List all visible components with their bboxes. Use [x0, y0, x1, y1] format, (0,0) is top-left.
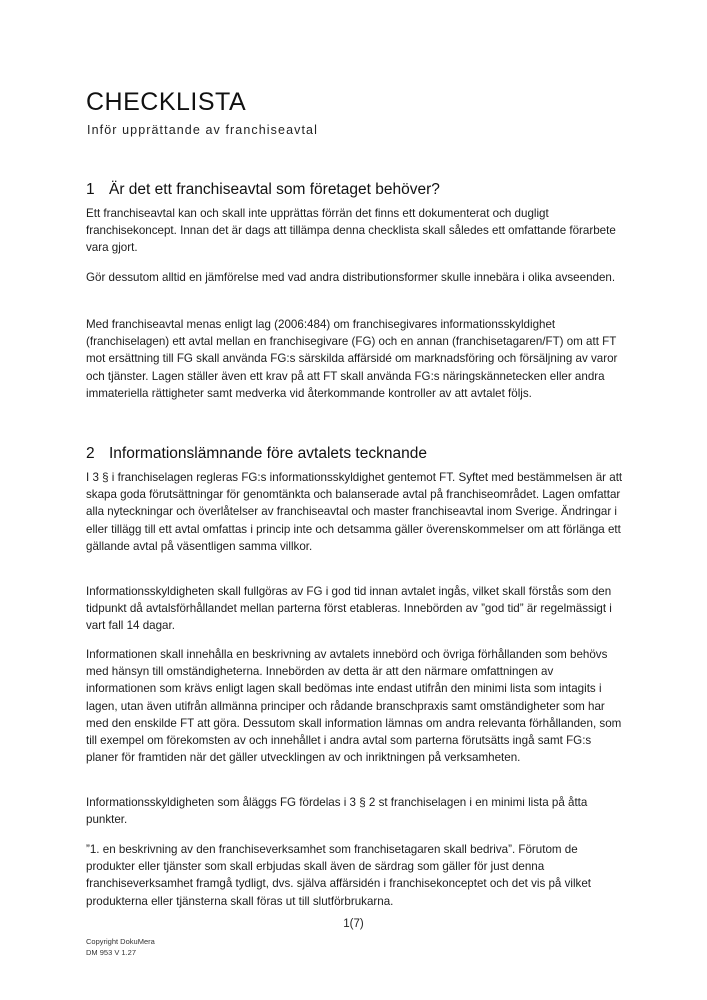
section-1-number: 1 [86, 181, 95, 198]
footer-copyright: Copyright DokuMera [86, 937, 155, 946]
section-1-title: Är det ett franchiseavtal som företaget behöver? [109, 181, 440, 198]
page-number: 1(7) [343, 918, 364, 930]
section-2-paragraph-4: Informationsskyldigheten som åläggs FG fördelas i 3 § 2 st franchiselagen i en minimi lista på åtta punkter. [86, 796, 588, 827]
section-2-paragraph-5: ”1. en beskrivning av den franchiseverksamhet som franchisetagaren skall bedriva”. Förutom de produkter eller tjänster som skall erbjudas skall även de särdrag som gäller för just denna franchiseverksamhet framgå tydligt, dvs. själva affärsidén i franchisekonceptet och det vis på vilket produkterna eller tjänsterna skall föras ut till slutförbrukarna. [86, 843, 592, 908]
section-2-title: Informationslämnande före avtalets tecknande [109, 445, 427, 462]
section-1-paragraph-2: Gör dessutom alltid en jämförelse med vad andra distributionsformer skulle innebära i olika avseenden. [86, 271, 616, 284]
section-2-paragraph-2: Informationsskyldigheten skall fullgöras av FG i god tid innan avtalet ingås, vilket skall förstås som den tidpunkt då avtalsförhållandet mellan parterna först etableras. Innebörden av ”god tid” är regelmässigt i vart fall 14 dagar. [86, 585, 612, 633]
document-subtitle: Inför upprättande av franchiseavtal [87, 123, 318, 137]
section-2-paragraph-1: I 3 § i franchiselagen regleras FG:s informationsskyldighet gentemot FT. Syftet med bestämmelsen är att skapa goda förutsättningar för genomtänkta och balanserade avtal på franchiseområdet. Lagen omfattar alla nyteckningar och överlåtelser av franchiseavtal och master franchiseavtal inom Sverige. Ändringar i eller tillägg till ett avtal omfattas i princip inte och detsamma gäller överenskommelser om att förlänga ett gällande avtal på väsentligen samma villkor. [86, 471, 623, 553]
section-1-paragraph-3: Med franchiseavtal menas enligt lag (2006:484) om franchisegivares informationsskyldighet (franchiselagen) ett avtal mellan en franchisegivare (FG) och en annan (franchisetagaren/FT) om att FT mot ersättning till FG skall använda FG:s särskilda affärsidé om marknadsföring och försäljning av varor och tjänster. Lagen ställer även ett krav på att FT skall använda FG:s näringskännetecken eller andra immateriella rättigheter samt medverka vid återkommande kontroller av att avtalet följs. [86, 318, 618, 400]
section-2-heading [86, 445, 427, 463]
section-1-paragraph-1: Ett franchiseavtal kan och skall inte upprättas förrän det finns ett dokumenterat och dugligt franchisekoncept. Innan det är dags att tillämpa denna checklista skall således ett omfattande förarbete vara gjort. [86, 207, 616, 255]
section-1-heading [86, 181, 440, 199]
footer-doc-id: DM 953 V 1.27 [86, 948, 137, 957]
section-2-paragraph-3: Informationen skall innehålla en beskrivning av avtalets innebörd och övriga förhållanden som behövs med hänsyn till omständigheterna. Innebörden av detta är att den närmare omfattningen av informationen som krävs enligt lagen skall bedömas inte endast utifrån den minimi lista som intagits i lagen, utan även utifrån allmänna principer och rådande branschpraxis samt omständigheter som har med den enskilde FT att göra. Dessutom skall information lämnas om andra relevanta förhållanden, som till exempel om förekomsten av och innehållet i andra avtal som parterna förutsätts ingå samt FG:s planer för framtiden när det gäller utvecklingen av och inriktningen på verksamheten. [86, 648, 622, 765]
section-2-number: 2 [86, 445, 95, 462]
document-title: CHECKLISTA [86, 88, 247, 116]
